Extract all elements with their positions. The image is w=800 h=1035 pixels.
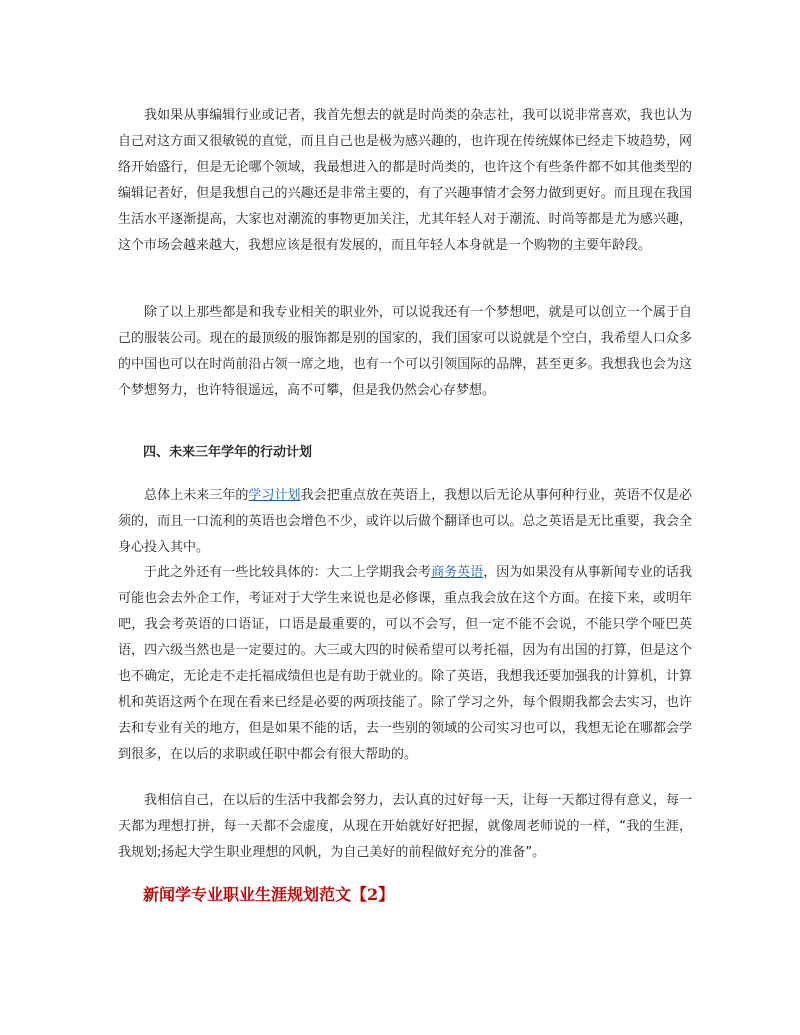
paragraph-text-before-link: 总体上未来三年的 bbox=[144, 488, 249, 503]
paragraph-text: 除了以上那些都是和我专业相关的职业外，可以说我还有一个梦想吧，就是可以创立一个属于自己的服装公司。现在的最顶级的服饰都是别的国家的，我们国家可以说就是个空白，我希望人口众多的中国也可以在时尚前沿占领一席之地，也有一个可以引领国际的品牌，甚至更多。我想我也会为这个梦想努力，也许特很遥远，高不可攀，但是我仍然会心存梦想。 bbox=[118, 305, 692, 398]
paragraph-text: 我如果从事编辑行业或记者，我首先想去的就是时尚类的杂志社，我可以说非常喜欢，我也认为自己对这方面又很敏锐的直觉，而且自己也是极为感兴趣的，也许现在传统媒体已经走下坡趋势，网络开始盛行，但是无论哪个领域，我最想进入的都是时尚类的，也许这个有些条件都不如其他类型的编辑记者好，但是我想自己的兴趣还是非常主要的，有了兴趣事情才会努力做到更好。而且现在我国生活水平逐渐提高，大家也对潮流的事物更加关注，尤其年轻人对于潮流、时尚等都是尤为感兴趣，这个市场会越来越大，我想应该是很有发展的，而且年轻人本身就是一个购物的主要年龄段。 bbox=[118, 108, 692, 253]
business-english-link[interactable]: 商务英语 bbox=[431, 565, 484, 580]
paragraph-text-after-link: ，因为如果没有从事新闻专业的话我可能也会去外企工作，考证对于大学生来说也是必修课，重点我会放在这个方面。在接下来，或明年吧，我会考英语的口语证，口语是最重要的，可以不会写，但一定不能不会说，不能只学个哑巴英语，四六级当然也是一定要过的。大三或大四的时候希望可以考托福，因为有出国的打算，但是这个也不确定，无论走不走托福成绩但也是有助于就业的。除了英语，我想我还要加强我的计算机，计算机和英语这两个在现在看来已经是必要的两项技能了。除了学习之外，每个假期我都会去实习，也许去和专业有关的地方，但是如果不能的话，去一些别的领域的公司实习也可以，我想无论在哪都会学到很多，在以后的求职或任职中都会有很大帮助的。 bbox=[118, 565, 692, 762]
next-article-title: 新闻学专业职业生涯规划范文【2】 bbox=[143, 885, 395, 904]
paragraph-study-plan bbox=[118, 483, 692, 561]
paragraph-fashion-dream bbox=[118, 300, 692, 404]
paragraph-specific-plans bbox=[118, 560, 692, 768]
paragraph-text-before-link: 于此之外还有一些比较具体的：大二上学期我会考 bbox=[144, 565, 432, 580]
paragraph-text: 我相信自己，在以后的生活中我都会努力，去认真的过好每一天，让每一天都过得有意义，每一天都为理想打拼，每一天都不会虚度，从现在开始就好好把握，就像周老师说的一样，“我的生涯，我规划;扬起大学生职业理想的风帆，为自己美好的前程做好充分的准备”。 bbox=[118, 793, 692, 860]
section-heading: 四、未来三年学年的行动计划 bbox=[143, 445, 313, 460]
paragraph-conclusion bbox=[118, 788, 692, 866]
paragraph-editor-career bbox=[118, 103, 692, 259]
paragraph-text-after-link: 我会把重点放在英语上，我想以后无论从事何种行业，英语不仅是必须的，而且一口流利的英语也会增色不少，或许以后做个翻译也可以。总之英语是无比重要，我会全身心投入其中。 bbox=[118, 488, 692, 555]
study-plan-link[interactable]: 学习计划 bbox=[248, 488, 301, 503]
